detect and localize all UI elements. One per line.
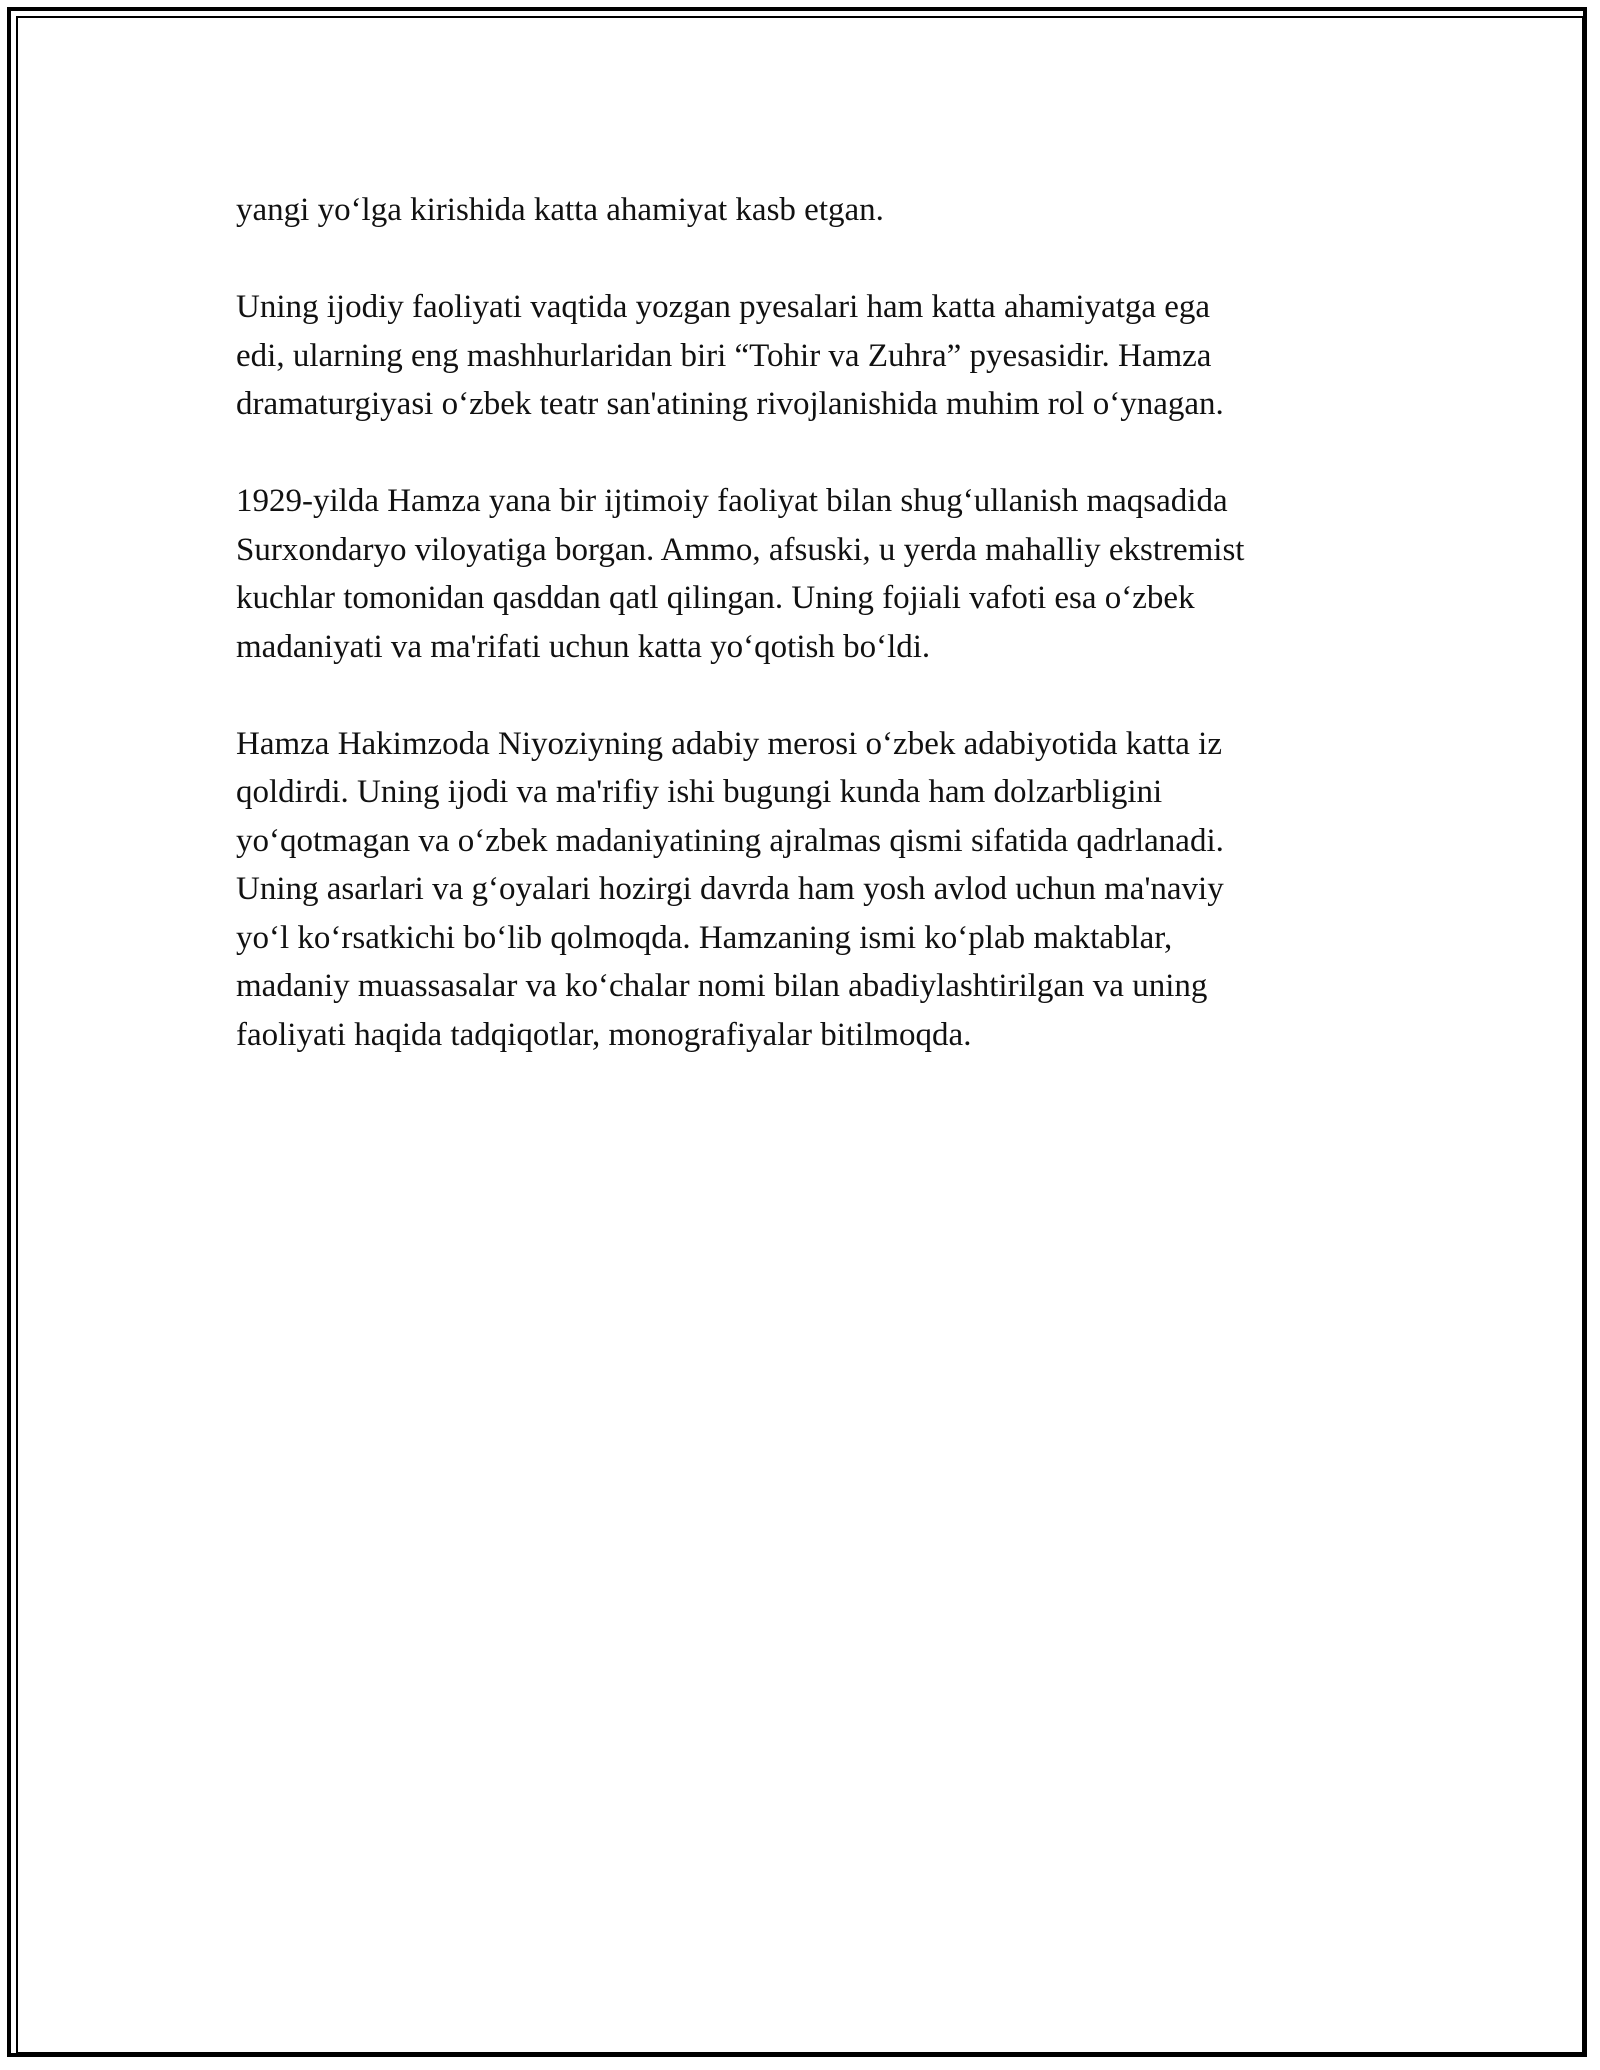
text-line: faoliyati haqida tadqiqotlar, monografiyalar bitilmoqda. <box>236 1016 972 1053</box>
text-line: madaniy muassasalar va ko‘chalar nomi bilan abadiylashtirilgan va uning <box>236 968 1208 1004</box>
text-line: yo‘l ko‘rsatkichi bo‘lib qolmoqda. Hamzaning ismi ko‘plab maktablar, <box>236 919 1173 956</box>
text-line: 1929-yilda Hamza yana bir ijtimoiy faoliyat bilan shug‘ullanish maqsadida <box>236 483 1228 519</box>
text-line: dramaturgiyasi o‘zbek teatr san'atining rivojlanishida muhim rol o‘ynagan. <box>236 386 1224 422</box>
text-line: edi, ularning eng mashhurlaridan biri “Tohir va Zuhra” pyesasidir. Hamza <box>236 337 1212 374</box>
paragraph-4 <box>236 720 1376 1060</box>
text-line: kuchlar tomonidan qasddan qatl qilingan. Uning fojiali vafoti esa o‘zbek <box>236 580 1195 616</box>
text-line: Uning ijodiy faoliyati vaqtida yozgan pyesalari ham katta ahamiyatga ega <box>236 289 1211 325</box>
text-line: Uning asarlari va g‘oyalari hozirgi davrda ham yosh avlod uchun ma'naviy <box>236 871 1224 907</box>
text-line: qoldirdi. Uning ijodi va ma'rifiy ishi bugungi kunda ham dolzarbligini <box>236 774 1163 810</box>
paragraph-1 <box>236 186 1376 235</box>
text-line: Hamza Hakimzoda Niyoziyning adabiy merosi o‘zbek adabiyotida katta iz <box>236 725 1222 762</box>
text-line: yo‘qotmagan va o‘zbek madaniyatining ajralmas qismi sifatida qadrlanadi. <box>236 822 1224 859</box>
text-line: madaniyati va ma'rifati uchun katta yo‘qotish bo‘ldi. <box>236 628 931 665</box>
paragraph-3 <box>236 477 1376 671</box>
paragraph-2 <box>236 283 1376 429</box>
document-body <box>236 186 1376 1108</box>
text-line: Surxondaryo viloyatiga borgan. Ammo, afsuski, u yerda mahalliy ekstremist <box>236 531 1245 568</box>
text-line: yangi yo‘lga kirishida katta ahamiyat kasb etgan. <box>236 192 884 228</box>
